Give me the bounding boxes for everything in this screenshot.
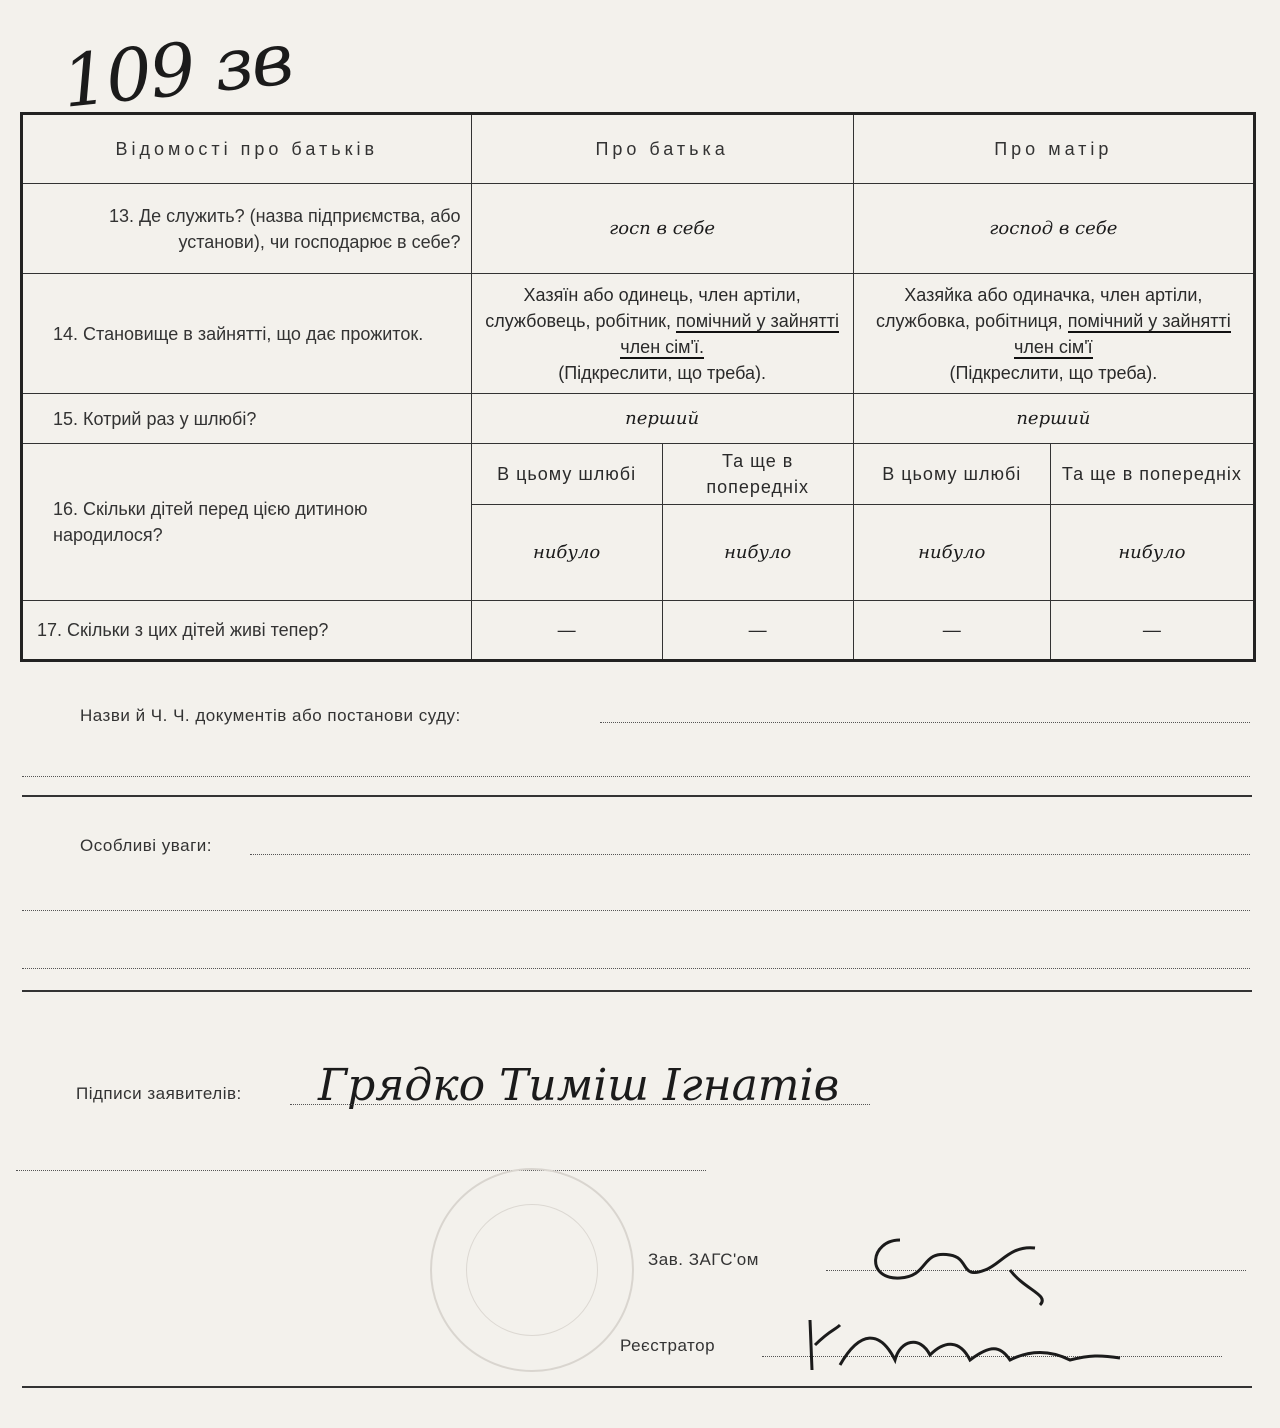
signatures-dotted-line: [290, 1104, 870, 1105]
remarks-dotted-line-2: [22, 910, 1250, 911]
options-14-father-underlined: помічний у зайнятті член сім'ї.: [620, 310, 840, 357]
answer-16-father-previous: нибуло: [662, 505, 853, 601]
options-14-father: [471, 274, 853, 394]
options-14-mother-underlined: помічний у зайнятті член сім'ї: [1014, 310, 1231, 357]
question-14: 14. Становище в зайнятті, що дає прожиток.: [22, 274, 472, 394]
signatures-value: Грядко Тиміш Ігнатів: [318, 1060, 840, 1111]
row-15: [22, 394, 1255, 444]
divider-bottom: [22, 1386, 1252, 1388]
sub-mother-current: В цьому шлюбі: [853, 444, 1050, 505]
documents-dotted-line-2: [22, 776, 1250, 777]
head-label: Зав. ЗАГС'ом: [648, 1250, 759, 1269]
answer-13-mother: господ в себе: [853, 184, 1254, 274]
options-14-father-note: (Підкреслити, що треба).: [558, 362, 767, 383]
options-14-mother-note: (Підкреслити, що треба).: [949, 362, 1158, 383]
answer-17-father-previous: —: [662, 601, 853, 661]
head-signature-icon: [860, 1210, 1080, 1310]
sub-father-current: В цьому шлюбі: [471, 444, 662, 505]
answer-16-father-current: нибуло: [471, 505, 662, 601]
row-17: [22, 601, 1255, 661]
divider-1: [22, 795, 1252, 797]
remarks-dotted-line-3: [22, 968, 1250, 969]
signatures-dotted-line-2: [16, 1170, 706, 1171]
question-16: 16. Скільки дітей перед цією дитиною народилося?: [22, 444, 472, 601]
sub-father-previous: Та ще в попередніх: [662, 444, 853, 505]
answer-13-father: госп в себе: [471, 184, 853, 274]
signatures-label: Підписи заявителів:: [76, 1084, 242, 1103]
sheet-number: 109 зв: [58, 16, 296, 124]
answer-17-father-current: —: [471, 601, 662, 661]
row-14: [22, 274, 1255, 394]
answer-15-father: перший: [471, 394, 853, 444]
answer-15-mother: перший: [853, 394, 1254, 444]
answer-16-mother-previous: нибуло: [1050, 505, 1254, 601]
answer-16-mother-current: нибуло: [853, 505, 1050, 601]
header-father: Про батька: [471, 114, 853, 184]
answer-17-mother-current: —: [853, 601, 1050, 661]
options-14-father-plain: Хазяїн або одинець, член артіли, службовець, робітник,: [485, 284, 801, 331]
row-16-subheader: [22, 444, 1255, 505]
options-14-mother-plain: Хазяйка або одиначка, член артіли, службовка, робітниця,: [875, 284, 1203, 331]
official-stamp: [430, 1168, 634, 1372]
documents-dotted-line: [600, 722, 1250, 723]
question-13: 13. Де служить? (назва підприємства, або установи), чи господарює в себе?: [22, 184, 472, 274]
registrar-label: Реєстратор: [620, 1336, 716, 1355]
remarks-dotted-line: [250, 854, 1250, 855]
registrar-signature-icon: [800, 1310, 1130, 1380]
divider-2: [22, 990, 1252, 992]
remarks-label: Особливі уваги:: [80, 836, 213, 855]
row-13: [22, 184, 1255, 274]
answer-17-mother-previous: —: [1050, 601, 1254, 661]
question-17: 17. Скільки з цих дітей живі тепер?: [22, 601, 472, 661]
options-14-mother: [853, 274, 1254, 394]
documents-label: Назви й Ч. Ч. документів або постанови суду:: [80, 706, 461, 725]
header-mother: Про матір: [853, 114, 1254, 184]
question-15: 15. Котрий раз у шлюбі?: [22, 394, 472, 444]
sub-mother-previous: Та ще в попередніх: [1050, 444, 1254, 505]
table-header-row: [22, 114, 1255, 184]
header-label: Відомості про батьків: [22, 114, 472, 184]
parents-info-table: [20, 112, 1256, 662]
